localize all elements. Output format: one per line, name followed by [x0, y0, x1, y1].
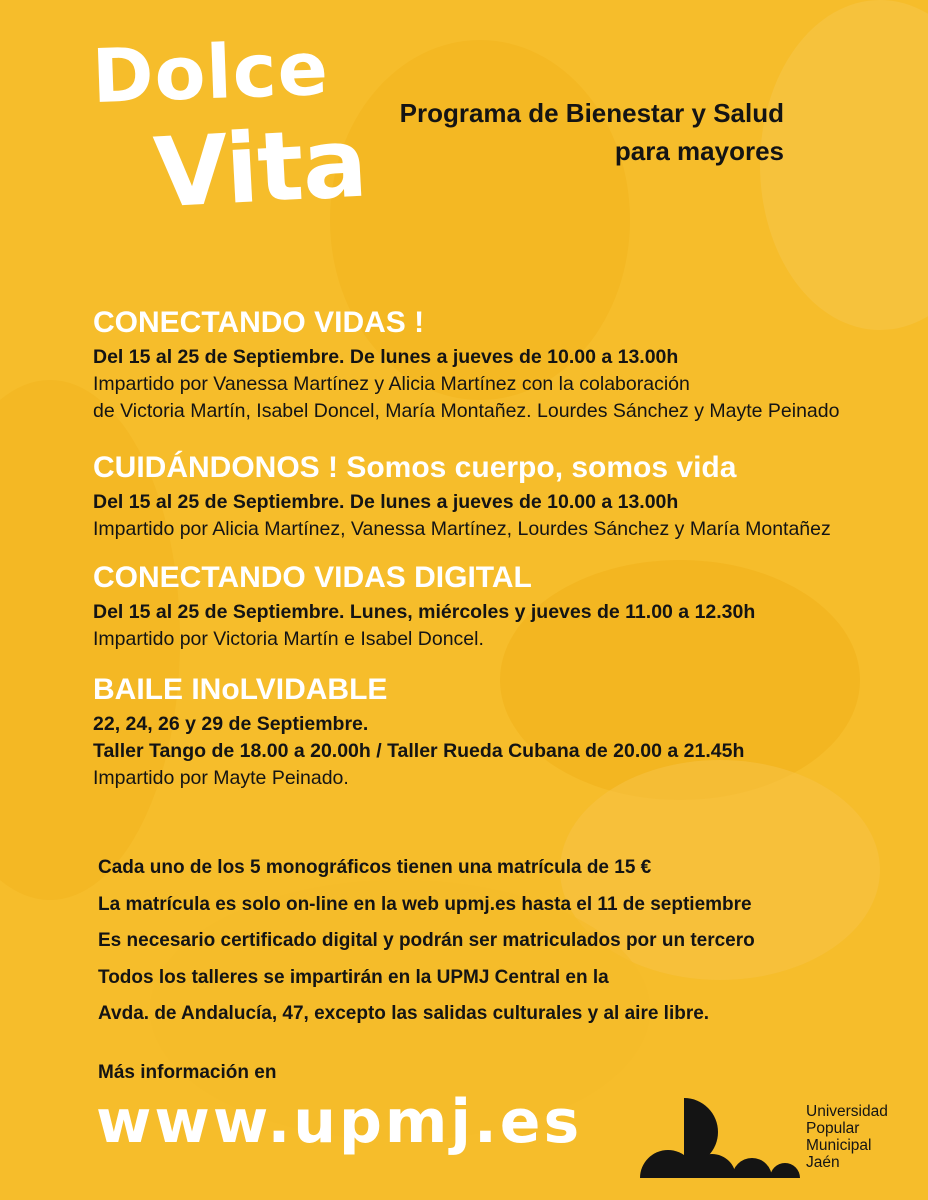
dolce-vita-logo	[90, 25, 369, 230]
section-title: BAILE INoLVIDABLE	[93, 673, 388, 706]
info-line: La matrícula es solo on-line en la web upmj.es hasta el 11 de septiembre	[98, 893, 752, 915]
section-instructors: Impartido por Alicia Martínez, Vanessa Martínez, Lourdes Sánchez y María Montañez	[93, 518, 831, 540]
section-title: CUIDÁNDONOS ! Somos cuerpo, somos vida	[93, 451, 737, 484]
org-name-line: Municipal	[806, 1137, 872, 1154]
upmj-logo-shape	[770, 1163, 800, 1178]
section-instructors-continued: de Victoria Martín, Isabel Doncel, María Montañez. Lourdes Sánchez y Mayte Peinado	[93, 400, 840, 422]
org-name-line: Popular	[806, 1120, 860, 1137]
org-name-line: Universidad	[806, 1103, 888, 1120]
section-title: CONECTANDO VIDAS DIGITAL	[93, 561, 532, 594]
section-baile-inolvidable	[93, 672, 913, 792]
section-schedule: Del 15 al 25 de Septiembre. De lunes a jueves de 10.00 a 13.00h	[93, 491, 679, 513]
subtitle-line-2: para mayores	[614, 136, 784, 166]
info-line: Cada uno de los 5 monográficos tienen una matrícula de 15 €	[98, 857, 652, 878]
section-cuidandonos	[93, 450, 913, 543]
logo-line-2: Vita	[151, 106, 369, 230]
more-info-label: Más información en	[98, 1062, 277, 1083]
section-schedule-details: Taller Tango de 18.00 a 20.00h / Taller Rueda Cubana de 20.00 a 21.45h	[93, 740, 745, 762]
section-instructors: Impartido por Victoria Martín e Isabel Doncel.	[93, 628, 484, 650]
logo-line-1: Dolce	[90, 25, 331, 121]
section-schedule: Del 15 al 25 de Septiembre. De lunes a jueves de 10.00 a 13.00h	[93, 346, 679, 368]
section-instructors: Impartido por Vanessa Martínez y Alicia Martínez con la colaboración	[93, 373, 690, 395]
program-subtitle	[340, 94, 784, 170]
section-schedule: 22, 24, 26 y 29 de Septiembre.	[93, 713, 369, 735]
section-title: CONECTANDO VIDAS !	[93, 306, 425, 339]
website-link[interactable]: www.upmj.es	[96, 1087, 583, 1157]
upmj-org-name	[806, 1103, 888, 1171]
enrollment-info	[98, 850, 898, 1033]
section-schedule: Del 15 al 25 de Septiembre. Lunes, miércoles y jueves de 11.00 a 12.30h	[93, 601, 756, 623]
info-line: Todos los talleres se impartirán en la UPMJ Central en la	[98, 966, 609, 988]
subtitle-line-1: Programa de Bienestar y Salud	[399, 98, 784, 128]
section-conectando-vidas	[93, 305, 913, 425]
upmj-logo-shape	[732, 1158, 772, 1178]
org-name-line: Jaén	[806, 1154, 840, 1171]
section-instructors: Impartido por Mayte Peinado.	[93, 767, 349, 789]
upmj-logo-icon	[640, 1094, 800, 1178]
section-conectando-vidas-digital	[93, 560, 913, 653]
info-line: Es necesario certificado digital y podrán ser matriculados por un tercero	[98, 930, 755, 951]
info-line: Avda. de Andalucía, 47, excepto las salidas culturales y al aire libre.	[98, 1003, 710, 1024]
